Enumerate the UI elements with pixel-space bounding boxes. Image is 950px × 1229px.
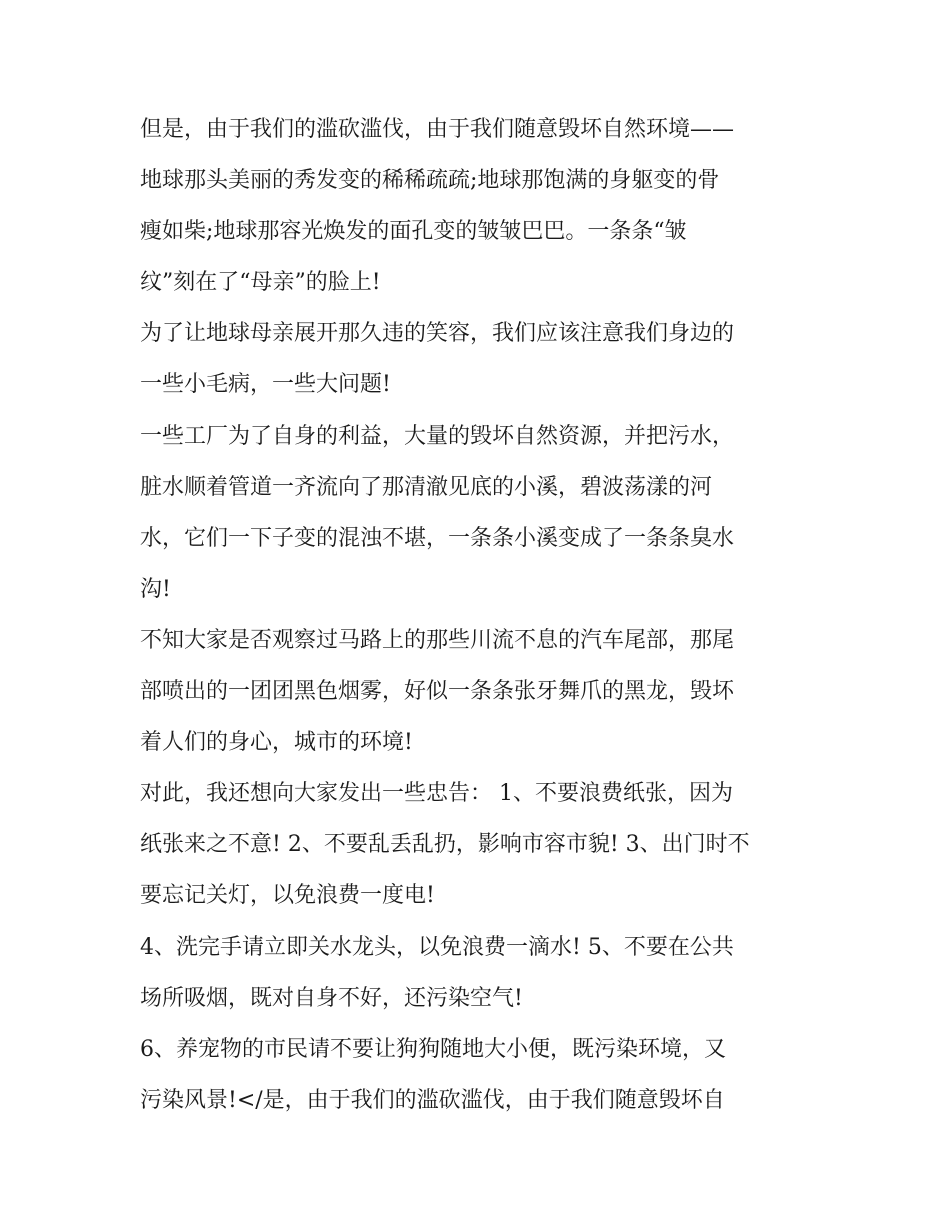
text-line: 场所吸烟，既对自身不好，还污染空气! xyxy=(140,985,523,1011)
text-line: 纸张来之不意! 2、不要乱丢乱扔，影响市容市貌! 3、出门时不 xyxy=(140,832,750,858)
text-line: 部喷出的一团团黑色烟雾，好似一条条张牙舞爪的黑龙，毁坏 xyxy=(140,679,735,705)
text-line: 地球那头美丽的秀发变的稀稀疏疏;地球那饱满的身躯变的骨 xyxy=(140,168,720,194)
text-line: 着人们的身心，城市的环境! xyxy=(140,730,413,756)
text-line: 但是，由于我们的滥砍滥伐，由于我们随意毁坏自然环境—— xyxy=(140,117,735,142)
document-body xyxy=(140,104,820,1126)
text-line: 不知大家是否观察过马路上的那些川流不息的汽车尾部，那尾 xyxy=(140,627,735,653)
text-line: 脏水顺着管道一齐流向了那清澈见底的小溪，碧波荡漾的河 xyxy=(140,474,713,500)
text-line: 对此，我还想向大家发出一些忠告： 1、不要浪费纸张，因为 xyxy=(140,781,733,807)
text-line: 纹”刻在了“母亲”的脸上! xyxy=(140,270,381,296)
text-line: 6、养宠物的市民请不要让狗狗随地大小便，既污染环境，又 xyxy=(140,1036,726,1062)
text-line: 水，它们一下子变的混浊不堪，一条条小溪变成了一条条臭水 xyxy=(140,525,735,551)
text-line: 要忘记关灯，以免浪费一度电! xyxy=(140,883,435,909)
text-line: 沟! xyxy=(140,576,171,602)
text-line: 一些工厂为了自身的利益，大量的毁坏自然资源，并把污水， xyxy=(140,423,735,449)
text-line: 污染风景!</是，由于我们的滥砍滥伐，由于我们随意毁坏自 xyxy=(140,1087,725,1113)
text-line: 一些小毛病，一些大问题! xyxy=(140,372,391,398)
text-line: 4、洗完手请立即关水龙头，以免浪费一滴水! 5、不要在公共 xyxy=(140,934,734,960)
text-line: 为了让地球母亲展开那久违的笑容，我们应该注意我们身边的 xyxy=(140,321,735,347)
text-line: 瘦如柴;地球那容光焕发的面孔变的皱皱巴巴。一条条“皱 xyxy=(140,219,687,245)
